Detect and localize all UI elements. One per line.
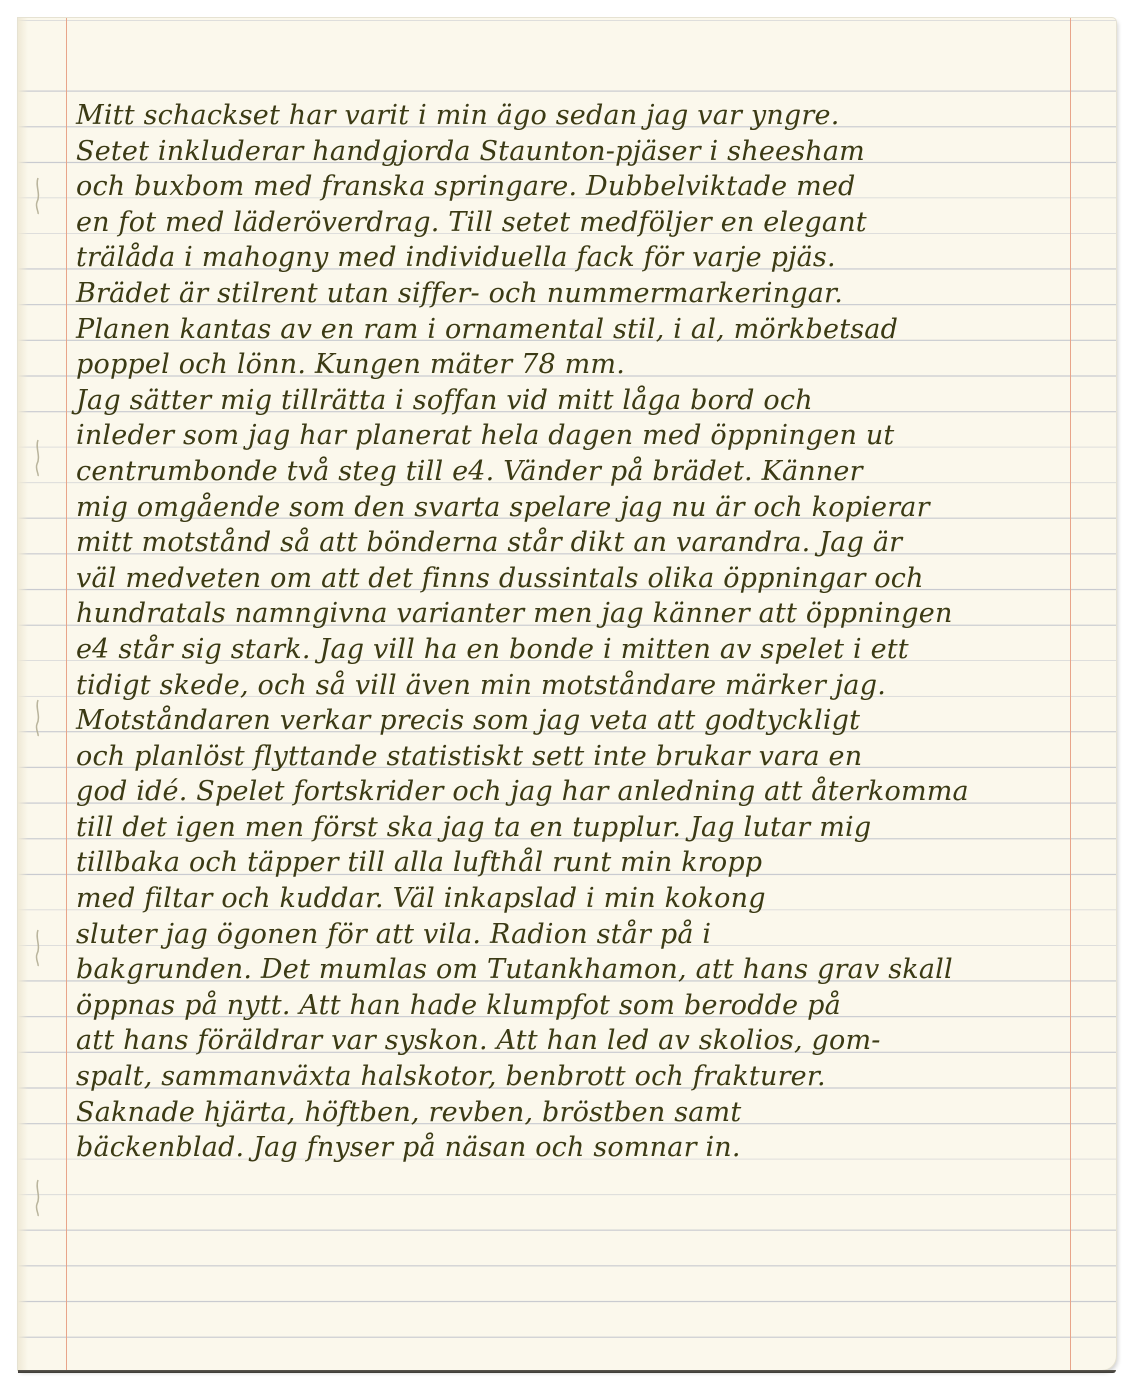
- text-line: en fot med läderöverdrag. Till setet medföljer en elegant: [76, 206, 867, 238]
- text-line: Setet inkluderar handgjorda Staunton-pjäser i sheesham: [76, 135, 865, 167]
- text-line: med filtar och kuddar. Väl inkapslad i min kokong: [76, 883, 766, 915]
- text-line: väl medveten om att det finns dussintals olika öppningar och: [76, 562, 924, 594]
- text-line: bäckenblad. Jag fnyser på näsan och somnar in.: [76, 1132, 741, 1164]
- binding-hole-mark: [32, 438, 44, 478]
- text-line: Brädet är stilrent utan siffer- och nummermarkeringar.: [76, 277, 843, 309]
- binding-hole-mark: [32, 176, 44, 216]
- text-line: spalt, sammanväxta halskotor, benbrott och frakturer.: [76, 1061, 826, 1093]
- text-line: till det igen men först ska jag ta en tupplur. Jag lutar mig: [76, 811, 872, 843]
- text-line: hundratals namngivna varianter men jag känner att öppningen: [76, 598, 953, 630]
- left-margin-line: [66, 18, 67, 1370]
- notebook-page: [18, 18, 1116, 1370]
- text-line: tillbaka och täpper till alla lufthål runt min kropp: [76, 847, 763, 879]
- page-bottom-edge: [18, 1370, 1116, 1373]
- text-line: bakgrunden. Det mumlas om Tutankhamon, att hans grav skall: [76, 954, 953, 986]
- text-line: e4 står sig stark. Jag vill ha en bonde i mitten av spelet i ett: [76, 633, 909, 665]
- handwritten-text: [76, 98, 1066, 1166]
- text-line: och buxbom med franska springare. Dubbelviktade med: [76, 171, 856, 203]
- text-line: och planlöst flyttande statistiskt sett inte brukar vara en: [76, 740, 863, 772]
- text-line: öppnas på nytt. Att han hade klumpfot som berodde på: [76, 989, 841, 1021]
- text-line: trälåda i mahogny med individuella fack för varje pjäs.: [76, 242, 836, 274]
- text-line: Mitt schackset har varit i min ägo sedan jag var yngre.: [76, 100, 840, 131]
- text-line: Motståndaren verkar precis som jag veta att godtyckligt: [76, 705, 861, 737]
- text-line: Saknade hjärta, höftben, revben, bröstben samt: [76, 1096, 742, 1128]
- text-line: poppel och lönn. Kungen mäter 78 mm.: [76, 349, 626, 381]
- binding-hole-mark: [32, 698, 44, 738]
- binding-hole-mark: [32, 928, 44, 968]
- text-line: Planen kantas av en ram i ornamental stil, i al, mörkbetsad: [76, 313, 899, 345]
- binding-hole-mark: [32, 1178, 44, 1218]
- text-line: centrumbonde två steg till e4. Vänder på brädet. Känner: [76, 455, 863, 487]
- page-left-edge: [18, 18, 28, 1370]
- text-line: inleder som jag har planerat hela dagen med öppningen ut: [76, 420, 895, 452]
- text-line: sluter jag ögonen för att vila. Radion står på i: [76, 918, 712, 950]
- text-line: god idé. Spelet fortskrider och jag har anledning att återkomma: [76, 776, 969, 808]
- right-margin-line: [1070, 18, 1071, 1370]
- text-line: Jag sätter mig tillrätta i soffan vid mitt låga bord och: [76, 384, 813, 416]
- text-line: att hans föräldrar var syskon. Att han led av skolios, gom-: [76, 1025, 881, 1057]
- text-line: tidigt skede, och så vill även min motståndare märker jag.: [76, 669, 886, 701]
- text-line: mitt motstånd så att bönderna står dikt an varandra. Jag är: [76, 527, 903, 559]
- text-line: mig omgående som den svarta spelare jag nu är och kopierar: [76, 491, 930, 523]
